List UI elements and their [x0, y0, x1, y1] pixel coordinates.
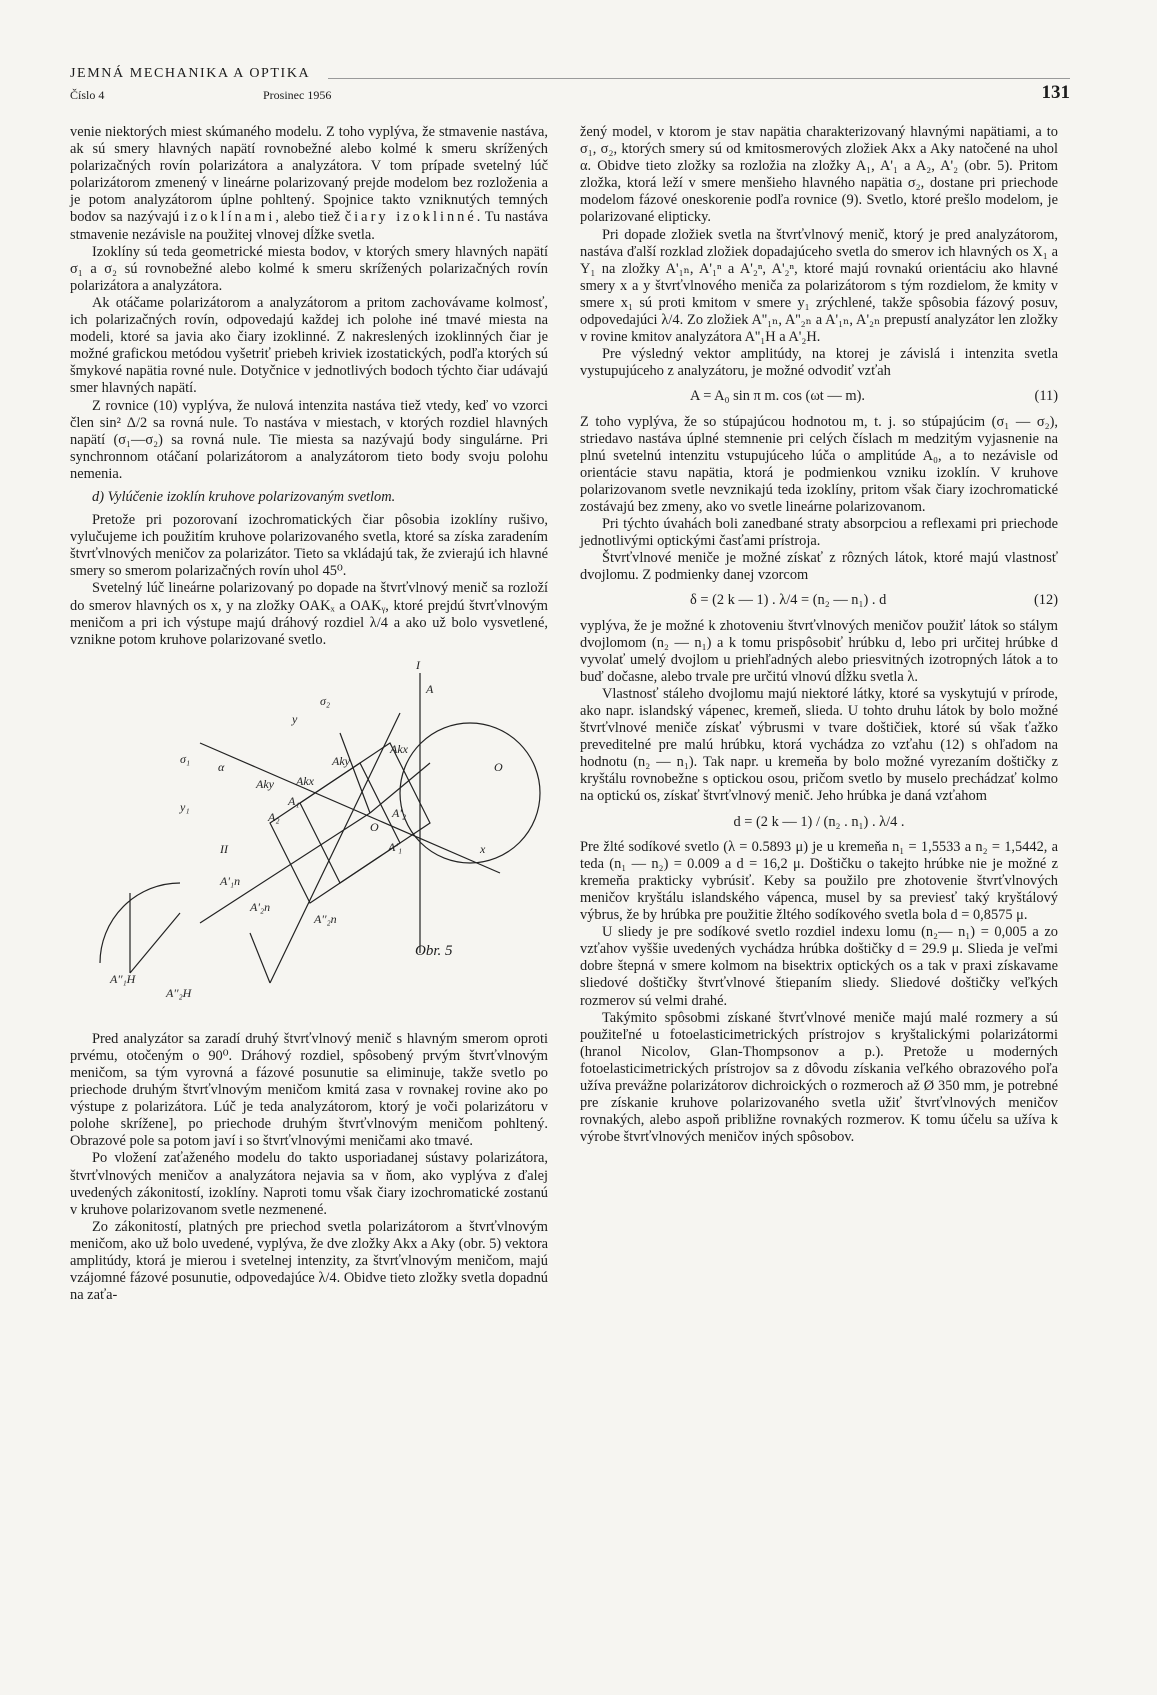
- quarter-wave-plate-1: [270, 763, 403, 903]
- label-alpha: α: [218, 759, 225, 774]
- paragraph: Zo zákonitostí, platných pre priechod svetla polarizátorom a štvrťvlnovým meničom, ako už bolo uvedené, vyplýva, že dve zložky Akx a Aky (obr. 5) vektora amplitúdy, ktorá je mierou i svetelnej intenzity, za štvrťvlnovým meničom, majú vzájomné fázové posunutie, odpovedajúce λ/4. Obidve tieto zložky svetla dopadnú na zaťa-: [70, 1218, 548, 1304]
- label-I: I: [416, 657, 420, 672]
- label-A: A: [426, 681, 434, 696]
- paragraph: Svetelný lúč lineárne polarizovaný po dopade na štvrťvlnový menič sa rozloží do smerov hlavných os x, y na zložky OAKₓ a OAKᵧ, ktoré prejdú štvrťvlnovým meničom a pri ich výstupe majú dráhový rozdiel λ/4 a ako už bolo vysvetlené, vznikne potom kruhove polarizované svetlo.: [70, 580, 548, 648]
- paragraph: Izoklíny sú teda geometrické miesta bodov, v ktorých smery hlavných napätí σ₁ a σ₂ sú rovnobežné alebo kolmé k smeru skrížených polarizačných rovín polarizátora a analyzátora.: [70, 243, 548, 294]
- label-II: II: [220, 841, 228, 856]
- figure-5-diagram: [70, 653, 548, 1023]
- issue-date: Prosinec 1956: [263, 88, 332, 102]
- paragraph: Pretože pri pozorovaní izochromatických čiar pôsobia izoklíny rušivo, vylučujeme ich použitím kruhove polarizovaného svetla, ktoré sa získa zaradením štvrťvlnových meničov za polarizátor. Tieto sa vkládajú tak, že zvierajú ich hlavné smery so smerom polarizačných rovín uhol 45⁰.: [70, 512, 548, 580]
- paragraph: Takýmito spôsobmi získané štvrťvlnové meniče majú malé rozmery a sú použiteľné u fotoelasticimetrických prístrojov s kryštalickými polarizátormi (hranol Nicolov, Glan-Thompsonov a p.). Pretože u moderných fotoelasticimetrických prístrojov sa z dôvodu získania veľkého obrazového poľa užíva prevážne polarizátorov dichroických o rozmeroch až Ø 350 mm, je potrebné pre získanie kruhove polarizovaného svetla užiť štvrťvlnových meničov rovnakých, alebo aspoň približne rovnakých rozmerov. K tomu účelu sa užíva k výrobe štvrťvlnových meničov iných spôsobov.: [580, 1009, 1058, 1146]
- label-a1h: A''₁H: [110, 971, 136, 986]
- analyzer-circle: [400, 723, 540, 863]
- quarter-wave-plate-2: [300, 743, 430, 883]
- section-heading: d) Vylúčenie izoklín kruhove polarizovaným svetlom.: [92, 488, 396, 505]
- paragraph: Pre výsledný vektor amplitúdy, na ktorej je závislá i intenzita svetla vystupujúceho z analyzátoru, je možné odvodiť vzťah: [580, 346, 1058, 380]
- paragraph: Z toho vyplýva, že so stúpajúcou hodnotou m, t. j. so stúpajúcim (σ₁ — σ₂), striedavo nastáva úplné stemnenie pri celých číslach m medzitým vyjasnenie na plnú svetelnú intenzitu vstupujúceho lúča o amplitúde A₀, a to nezávisle od orientácie stavu napätia, ktorá je podmienkou vzniku izoklín. V kruhove polarizovanom svetle nevznikajú teda izoklíny, pritom však čiary izochromatické zostávajú bez zmeny, ako vo svetle lineárne polarizovanom.: [580, 413, 1058, 515]
- paragraph: Štvrťvlnové meniče je možné získať z rôzných látok, ktoré majú vlastnosť dvojlomu. Z podmienky danej vzorcom: [580, 550, 1058, 584]
- label-aky: Aky: [332, 753, 350, 768]
- label-O-center: O: [370, 819, 379, 834]
- label-y1: y₁: [180, 799, 190, 814]
- paragraph: žený model, v ktorom je stav napätia charakterizovaný hlavnými napätiami, a to σ₁, σ₂, ktorých smery sú od kmitosmerových zložiek Akx a Aky natočené na uhol α. Obidve tieto zložky sa rozložia na zložky A₁, A'₁ a A₂, A'₂ (obr. 5). Pritom zložka, ktorá leží v smere menšieho hlavného napätia σ₂, dostane pri priechode modelom fázové oneskorenie podľa rovnice (9). Svetlo, ktoré prešlo modelom, je polarizované elipticky.: [580, 124, 1058, 226]
- label-a2n-double: A''₂n: [314, 911, 337, 926]
- label-sigma2: σ₂: [320, 693, 331, 708]
- axis-sigma1: [200, 743, 500, 873]
- equation-12: [580, 592, 1058, 609]
- equation-body: A = A₀ sin π m. cos (ωt — m).: [690, 388, 865, 405]
- page-number: 131: [1041, 82, 1070, 103]
- paragraph: vyplýva, že je možné k zhotoveniu štvrťvlnových meničov použiť látok so stálym dvojlomom (n₂ — n₁) a k tomu prispôsobiť hrúbku d, lebo pri určitej hrúbke d vyvolať umelý dvojlom u priehľadných alebo priesvitných izotropných látok a to buď dočasne, alebo trvale pre určitú vlnovú dĺžku svetla λ.: [580, 617, 1058, 685]
- equation-number: (12): [1034, 592, 1058, 609]
- label-a2: A₂: [268, 809, 280, 824]
- issue-number: Číslo 4: [70, 88, 105, 102]
- label-y: y: [292, 711, 298, 726]
- figure-5: [70, 653, 548, 1023]
- label-a2-prime: A'₂: [392, 805, 407, 820]
- label-a1-prime: A'₁: [388, 839, 403, 854]
- journal-title: JEMNÁ MECHANIKA A OPTIKA: [70, 66, 311, 81]
- paragraph: Pred analyzátor sa zaradí druhý štvrťvlnový menič s hlavným smerom oproti prvému, otočeným o 90⁰. Dráhový rozdiel, spôsobený prvým štvrťvlnovým meničom, sa tým vyrovná a fázové posunutie sa eliminuje, takže svetlo po priechode druhým štvrťvlnovým meničom kmitá zasa v rovnakej rovine ako po výstupe z polarizátora. Lúč je teda analyzátorom, ktorý je voči polarizátoru v polohe skrížene], po priechode druhým štvrťvlnovým meničom pohltený. Obrazové pole sa potom javí i so štvrťvlnovými meničami ako tmavé.: [70, 1030, 548, 1150]
- label-sigma1: σ₁: [180, 751, 191, 766]
- equation-11: [580, 388, 1058, 405]
- label-a2h: A''₂H: [166, 985, 192, 1000]
- label-a2n: A'₂n: [250, 899, 271, 914]
- polarizer-arc: [100, 883, 180, 963]
- page-header: [70, 66, 1070, 108]
- equation-number: (11): [1034, 388, 1058, 405]
- equation-thickness: d = (2 k — 1) / (n₂ . n₁) . λ/4 .: [733, 813, 905, 830]
- paragraph: Vlastnosť stáleho dvojlomu majú niektoré látky, ktoré sa vyskytujú v prírode, ako napr. islandský vápenec, kremeň, slieda. U tohto druhu látok by bolo možné štvrťvlnové meniče získať výbrusmi v tvare doštičiek, ktoré sú však ťažko preveditelné pre malú hrúbku, ktorá vychádza zo vzťahu (12) s ohľadom na hodnotu (n₂ — n₁). Tak napr. u kremeňa by bolo možné vyrezaním doštičky z kryštálu rovnobežne s optickou osou, pričom svetlo by muselo prechádzať kolmo na optickú os, získať štvrťvlnový menič. Jeho hrúbka je daná vzťahom: [580, 685, 1058, 805]
- paragraph: Pri týchto úvahách boli zanedbané straty absorpciou a reflexami pri priechode jednotlivými optickými časťami prístroja.: [580, 516, 1058, 550]
- equation-body: δ = (2 k — 1) . λ/4 = (n₂ — n₁) . d: [690, 592, 887, 609]
- paragraph: Pre žlté sodíkové svetlo (λ = 0.5893 μ) je u kremeňa n₁ = 1,5533 a n₂ = 1,5442, a teda (n₁ — n₂) = 0.009 a d = 16,2 μ. Doštičku o takejto hrúbke nie je možné z kremeňa prakticky vybrúsiť. Keby sa použilo pre zhotovenie štvrťvlnových meničov kryštálu islandského vápenca, musel by sa previesť taký kryštálový výbrus, že by hrúbka pre použitie žltého sodíkového svetla bola d = 0,8575 μ.: [580, 838, 1058, 924]
- header-rule: [328, 78, 1070, 79]
- paragraph: Ak otáčame polarizátorom a analyzátorom a pritom zachovávame kolmosť, ich polarizačných rovín, odpovedajú každej ich polohe iné tmavé miesta na modeli, ktoré sa javia ako čiary izoklinné. Z nakreslených izoklinných čiar je možné grafickou metódou vyšetriť priebeh kriviek izostatických, podľa ktorých sú šmykové napätia rovné nule. Dotyčnice v jednotlivých bodoch týchto čiar udávajú smer hlavných napätí.: [70, 294, 548, 397]
- component-a2n: [250, 933, 270, 983]
- label-x: x: [480, 841, 486, 856]
- label-aky-2: Aky: [256, 776, 274, 791]
- paragraph: Po vložení zaťaženého modelu do takto usporiadanej sústavy polarizátora, štvrťvlnových meničov a analyzátora nejavia sa v ňom, ako vyplýva z ďalej uvedených zákonitostí, izoklíny. Naproti tomu však čiary izochromatické zostanú v kruhove polarizovanom svetle nezmenené.: [70, 1150, 548, 1218]
- paragraph: venie niektorých miest skúmaného modelu. Z toho vyplýva, že stmavenie nastáva, ak sú smery hlavných napätí rovnobežné alebo kolmé k smeru skrížených polarizačných rovín polarizátora a analyzátora. V tom prípade svetelný lúč polarizátorom zmenený v lineárne polarizovaný prejde modelom bez rozloženia a je potom analyzátorom úplne pohltený. Spojnice takto vzniknutých temných bodov sa nazývajú izoklínami, alebo tiež čiary izoklinné. Tu nastáva stmavenie nezávisle na použitej vlnovej dĺžke svetla.: [70, 124, 548, 243]
- left-column: [70, 124, 548, 1304]
- component-a1: [200, 813, 370, 923]
- label-a1n: A'₁n: [220, 873, 241, 888]
- label-a1: A₁: [288, 793, 300, 808]
- component-a2h: [130, 913, 180, 973]
- label-O: O: [494, 759, 503, 774]
- paragraph: Pri dopade zložiek svetla na štvrťvlnový menič, ktorý je pred analyzátorom, nastáva ďalší rozklad zložiek dopadajúceho svetla do smerov ich hlavných os X₁ a Y₁ na zložky A'₁ₙ, A'₁ⁿ a A'₂ⁿ, A'₂ⁿ, ktoré majú rovnakú orientáciu ako hlavné smery x a y štvrťvlnového meniča za polarizátorom s tým rozdielom, že kmity v smere x₁ sú proti kmitom v smere y₁ zrýchlené, takže spôsobia fázový posuv, odpovedajúci λ/4. Zo zložiek A''₁ₙ, A''₂ₙ a A'₁ₙ, A'₂ₙ prepustí analyzátor len zložky v rovine kmitov analyzátora A''₁H a A'₂H.: [580, 226, 1058, 346]
- figure-caption: Obr. 5: [415, 942, 453, 959]
- paragraph: U sliedy je pre sodíkové svetlo rozdiel indexu lomu (n₂— n₁) = 0,005 a zo vzťahov vyššie uvedených vychádza hrúbka doštičky d = 29.9 μ. Slieda je veľmi dobre štepná v smere kolmom na bisektrix optických os a tak v praxi získavame sliedové doštičky štvrťvlnové štiepaním sliedy. Sliedové doštičky veľkých rozmerov sú velmi drahé.: [580, 924, 1058, 1009]
- label-akx-2: Akx: [296, 773, 314, 788]
- paragraph: Z rovnice (10) vyplýva, že nulová intenzita nastáva tiež vtedy, keď vo vzorci člen sin² Δ/2 sa rovná nule. To nastáva v miestach, v ktorých rozdiel hlavných napätí (σ₁—σ₂) sa rovná nule. Tie miesta sa nazývajú body singulárne. Pri synchronnom otáčaní polarizátorom a analyzátorom tieto body svoju polohu nemenia.: [70, 397, 548, 482]
- label-akx: Akx: [390, 741, 408, 756]
- right-column: [580, 124, 1058, 1146]
